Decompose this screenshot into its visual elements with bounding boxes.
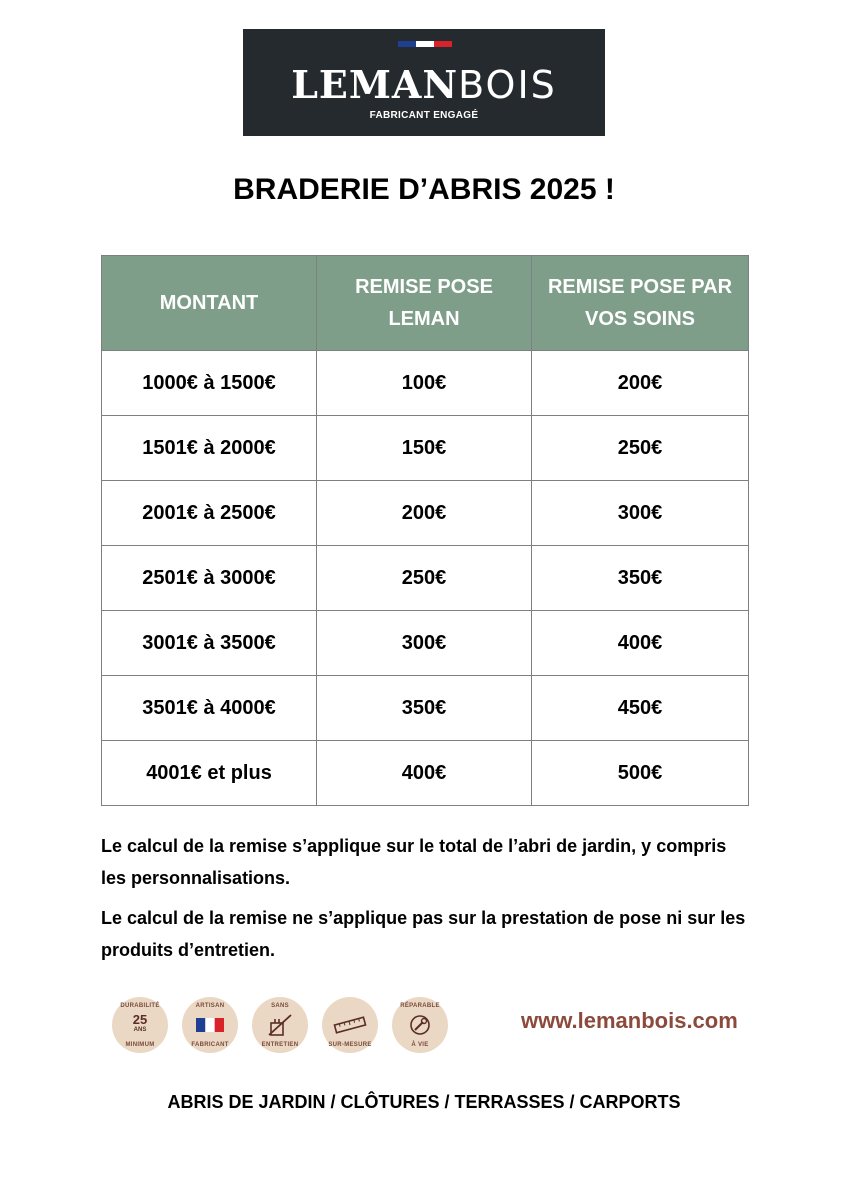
- cell-amount: 2501€ à 3000€: [102, 546, 317, 611]
- badge-top-label: RÉPARABLE: [400, 1003, 440, 1009]
- badge-main-value: 25: [132, 1012, 148, 1027]
- header-remise-pose-leman: REMISE POSE LEMAN: [317, 256, 532, 351]
- cell-discount-self: 400€: [532, 611, 749, 676]
- cell-amount: 4001€ et plus: [102, 741, 317, 806]
- no-maintenance-icon: [252, 1013, 308, 1037]
- repairable-badge: [392, 997, 448, 1053]
- cell-discount-leman: 350€: [317, 676, 532, 741]
- cell-discount-self: 350€: [532, 546, 749, 611]
- badge-bottom-label: MINIMUM: [125, 1042, 155, 1048]
- table-row: [102, 546, 749, 611]
- table-header-row: [102, 256, 749, 351]
- cell-discount-self: 450€: [532, 676, 749, 741]
- cell-amount: 3501€ à 4000€: [102, 676, 317, 741]
- website-link[interactable]: www.lemanbois.com: [521, 1008, 738, 1033]
- cell-amount: 1501€ à 2000€: [102, 416, 317, 481]
- durability-badge: [112, 997, 168, 1053]
- table-row: [102, 416, 749, 481]
- badge-top-label: SANS: [271, 1003, 289, 1009]
- table-row: [102, 676, 749, 741]
- page-title: BRADERIE D’ABRIS 2025 !: [233, 173, 615, 206]
- cell-amount: 1000€ à 1500€: [102, 351, 317, 416]
- table-row: [102, 351, 749, 416]
- note-discount-exclusions: Le calcul de la remise ne s’applique pas sur la prestation de pose ni sur les produits d’entretien.: [101, 908, 746, 960]
- artisan-badge: [182, 997, 238, 1053]
- badge-bottom-label: SUR-MESURE: [328, 1042, 372, 1048]
- badge-top-label: DURABILITÉ: [120, 1003, 160, 1009]
- cell-discount-leman: 300€: [317, 611, 532, 676]
- header-montant: MONTANT: [102, 256, 317, 351]
- durability-icon: [112, 1013, 168, 1037]
- table-row: [102, 481, 749, 546]
- custom-size-badge: [322, 997, 378, 1053]
- badge-bottom-label: À VIE: [411, 1042, 429, 1048]
- footer-categories: ABRIS DE JARDIN / CLÔTURES / TERRASSES / CARPORTS: [167, 1092, 681, 1112]
- badge-top-label: ARTISAN: [195, 1003, 225, 1009]
- repair-icon: [392, 1013, 448, 1037]
- logo-word-bold: LEMAN: [291, 62, 459, 107]
- logo-word-light: BOIS: [458, 63, 557, 107]
- cell-amount: 3001€ à 3500€: [102, 611, 317, 676]
- cell-discount-leman: 400€: [317, 741, 532, 806]
- cell-discount-self: 300€: [532, 481, 749, 546]
- no-maintenance-badge: [252, 997, 308, 1053]
- cell-discount-self: 500€: [532, 741, 749, 806]
- badge-sub-value: ANS: [133, 1027, 147, 1033]
- cell-discount-self: 200€: [532, 351, 749, 416]
- badge-row: [112, 997, 448, 1053]
- cell-discount-leman: 150€: [317, 416, 532, 481]
- table-row: [102, 741, 749, 806]
- discount-table: [101, 255, 749, 806]
- cell-discount-leman: 100€: [317, 351, 532, 416]
- brand-logo: [243, 29, 605, 136]
- cell-discount-self: 250€: [532, 416, 749, 481]
- cell-amount: 2001€ à 2500€: [102, 481, 317, 546]
- logo-wordmark: [243, 62, 605, 107]
- cell-discount-leman: 250€: [317, 546, 532, 611]
- badge-bottom-label: ENTRETIEN: [261, 1042, 299, 1048]
- french-flag-stripe: [398, 41, 452, 47]
- note-discount-scope: Le calcul de la remise s’applique sur le total de l’abri de jardin, y compris les personnalisations.: [101, 836, 727, 888]
- ruler-icon: [322, 1015, 378, 1039]
- badge-bottom-label: FABRICANT: [191, 1042, 229, 1048]
- cell-discount-leman: 200€: [317, 481, 532, 546]
- header-remise-pose-vos-soins: REMISE POSE PAR VOS SOINS: [532, 256, 749, 351]
- table-row: [102, 611, 749, 676]
- logo-tagline: FABRICANT ENGAGÉ: [369, 110, 479, 121]
- french-flag-icon: [182, 1013, 238, 1037]
